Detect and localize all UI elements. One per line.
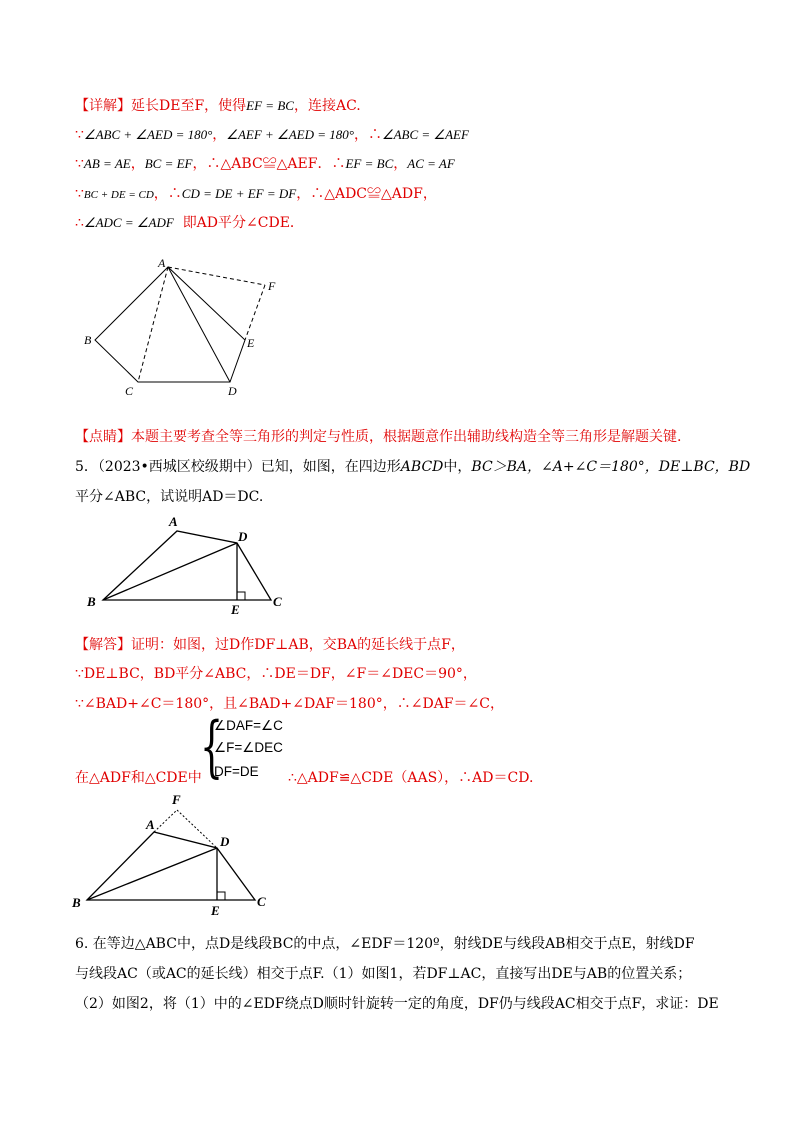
answer5-line1: 【解答】证明：如图，过D作DF⊥AB，交BA的延长线于点F， — [75, 637, 465, 653]
detail-tag: 【详解】 — [75, 98, 131, 114]
answer5-line4-post: ∴△ADF≌△CDE（AAS），∴AD＝CD. — [288, 770, 534, 786]
answer5-line2: ∵DE⊥BC，BD平分∠ABC，∴DE＝DF，∠F＝∠DEC＝90°， — [75, 666, 477, 682]
label-d: D — [228, 384, 237, 398]
label-f: F — [172, 792, 181, 807]
figure-quadrilateral-extended — [70, 790, 280, 920]
label-a: A — [158, 256, 166, 270]
system-row-2: ∠F=∠DEC — [214, 740, 283, 755]
solution1-line3: ∵AB = AE，BC = EF，∴△ABC≌△AEF．∴EF = BC，AC = AF — [75, 156, 455, 172]
label-c: C — [125, 384, 134, 398]
segment-af-dotted — [154, 810, 177, 832]
label-b: B — [72, 895, 81, 910]
system-row-3: DF=DE — [214, 764, 259, 779]
figure-pentagon — [80, 255, 290, 400]
pentagon-outline — [95, 267, 245, 382]
segment-bd — [103, 543, 237, 600]
solution1-line1: 【详解】延长DE至F，使得EF = BC，连接AC. — [75, 98, 361, 114]
right-angle-mark-e — [217, 892, 225, 900]
system-row-1: ∠DAF=∠C — [214, 718, 283, 733]
label-a: A — [169, 514, 178, 529]
problem6-line1: 6. 在等边△ABC中，点D是线段BC的中点，∠EDF＝120º，射线DE与线段AB相交于点E，射线DF — [75, 936, 695, 952]
label-e: E — [231, 602, 240, 617]
segment-ac-dashed — [138, 267, 168, 382]
label-e: E — [211, 903, 220, 918]
label-b: B — [84, 333, 92, 347]
segment-ef-dashed — [245, 285, 265, 340]
solution1-line2: ∵∠ABC + ∠AED = 180°，∠AEF + ∠AED = 180°，∴∠ABC = ∠AEF — [75, 127, 469, 143]
segment-bd — [87, 848, 217, 900]
answer5-line4-pre: 在△ADF和△CDE中 — [75, 770, 202, 786]
label-c: C — [257, 894, 266, 909]
comment-line: 【点睛】本题主要考查全等三角形的判定与性质，根据题意作出辅助线构造全等三角形是解题关键. — [75, 429, 682, 445]
label-a: A — [146, 817, 155, 832]
problem5-line2: 平分∠ABC，试说明AD＝DC. — [75, 489, 264, 505]
label-c: C — [273, 594, 282, 609]
problem6-line2: 与线段AC（或AC的延长线）相交于点F.（1）如图1，若DF⊥AC，直接写出DE与AB的位置关系； — [75, 966, 692, 982]
label-f: F — [268, 279, 276, 293]
comment-tag: 【点睛】 — [75, 429, 131, 445]
problem6-line3: （2）如图2，将（1）中的∠EDF绕点D顺时针旋转一定的角度，DF仍与线段AC相交于点F，求证：DE — [75, 996, 719, 1012]
segment-ad — [168, 267, 230, 382]
problem5-line1: 5．（2023•西城区校级期中）已知，如图，在四边形ABCD中，BC＞BA，∠A+∠C＝180°，DE⊥BC，BD — [75, 459, 751, 475]
label-d: D — [220, 834, 230, 849]
right-angle-mark — [237, 592, 245, 600]
label-e: E — [247, 336, 255, 350]
solution1-line4: ∵BC + DE = CD，∴CD = DE + EF = DF，∴△ADC≌△ADF， — [75, 186, 437, 202]
segment-af-dashed — [168, 267, 265, 285]
label-d: D — [238, 529, 248, 544]
answer5-line3: ∵∠BAD+∠C＝180°，且∠BAD+∠DAF＝180°，∴∠DAF＝∠C， — [75, 696, 504, 712]
figure-quadrilateral — [85, 513, 295, 618]
brace: { — [200, 708, 224, 785]
solution1-line5: ∴∠ADC = ∠ADF 即AD平分∠CDE． — [75, 215, 304, 231]
label-b: B — [87, 594, 96, 609]
